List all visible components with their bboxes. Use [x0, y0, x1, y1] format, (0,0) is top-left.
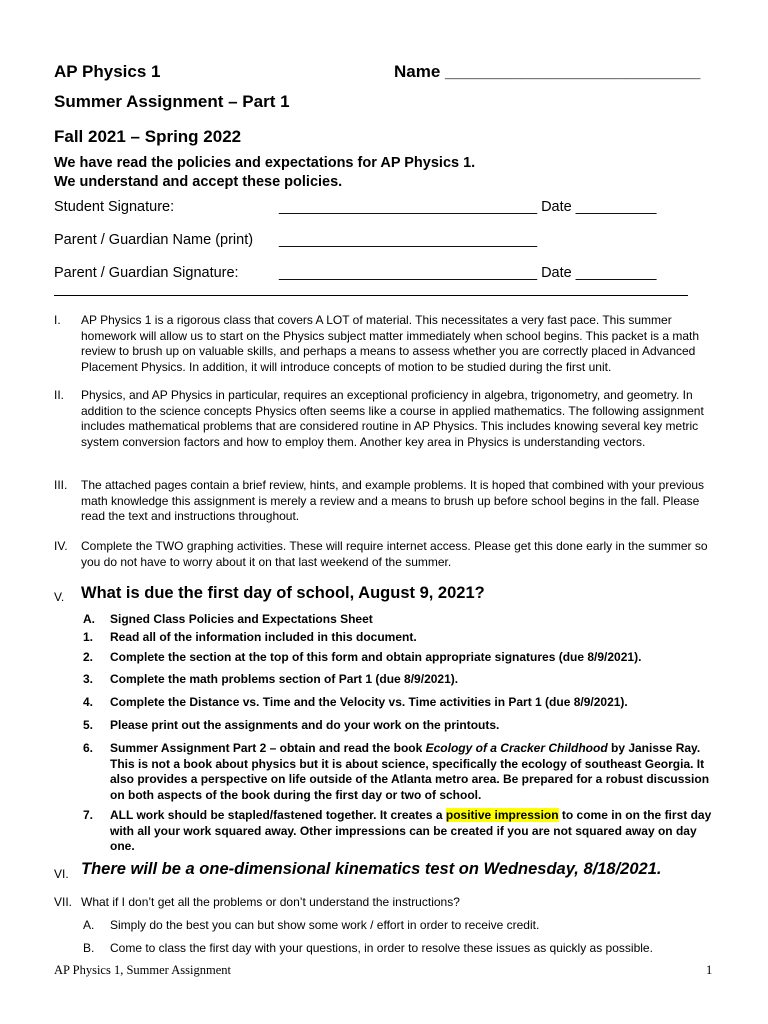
course-title: AP Physics 1: [54, 62, 161, 81]
section-6-number: VI.: [54, 867, 69, 881]
agreement-line-1: We have read the policies and expectations for AP Physics 1.: [54, 155, 476, 171]
due-item-a: [83, 612, 713, 628]
divider: [54, 295, 688, 296]
parent-name-line: ________________________________: [279, 232, 538, 248]
item-text: Complete the Distance vs. Time and the Velocity vs. Time activities in Part 1 (due 8/9/2021).: [110, 695, 628, 709]
item-number: 5.: [83, 718, 94, 732]
book-title: Ecology of a Cracker Childhood: [425, 741, 608, 755]
item-text: Please print out the assignments and do your work on the printouts.: [110, 718, 500, 732]
item-text: Signed Class Policies and Expectations Sheet: [110, 612, 373, 626]
due-item-7: [83, 808, 713, 855]
section-2: [54, 388, 714, 466]
due-item-4: [83, 695, 713, 711]
item-number: 4.: [83, 695, 94, 709]
highlighted-phrase: positive impression: [445, 808, 559, 822]
item-number: 3.: [83, 672, 94, 686]
item-number: A.: [83, 918, 95, 932]
item-number: 6.: [83, 741, 94, 755]
parent-signature-line: ________________________________ Date __________: [279, 265, 657, 281]
due-item-1: [83, 630, 713, 646]
help-item-a: [83, 918, 713, 934]
student-signature-line: ________________________________ Date __________: [279, 199, 657, 215]
section-4: [54, 539, 714, 570]
section-5-number: V.: [54, 590, 65, 604]
footer-title: AP Physics 1, Summer Assignment: [54, 963, 231, 977]
item-text: Complete the math problems section of Part 1 (due 8/9/2021).: [110, 672, 459, 686]
section-1: [54, 313, 714, 375]
item-text-pre: Summer Assignment Part 2 – obtain and read the book: [110, 741, 426, 755]
item-number: 1.: [83, 630, 94, 644]
term-label: Fall 2021 – Spring 2022: [54, 127, 242, 146]
item-number: 2.: [83, 650, 94, 664]
section-number: VII.: [54, 895, 73, 909]
due-item-2: [83, 650, 713, 666]
due-item-5: [83, 718, 713, 734]
item-text: Come to class the first day with your questions, in order to resolve these issues as quickly as possible.: [110, 941, 653, 955]
item-text: [110, 808, 713, 855]
section-5-heading: What is due the first day of school, August 9, 2021?: [81, 584, 485, 602]
parent-name-label: Parent / Guardian Name (print): [54, 232, 254, 248]
section-text: Complete the TWO graphing activities. These will require internet access. Please get this done early in the summer so you do not have to worry about it on that last weekend of the summer.: [81, 539, 708, 569]
section-6-heading: There will be a one-dimensional kinematics test on Wednesday, 8/18/2021.: [81, 860, 662, 878]
section-text: AP Physics 1 is a rigorous class that covers A LOT of material. This necessitates a very fast pace. This summer homework will allow us to start on the Physics subject matter immediately when school begins. This packet is a math review to brush up on valuable skills, and perhaps a means to assess whether you are correctly placed in Advanced Placement Physics. In addition, it will introduce concepts of motion to be studied during the first unit.: [81, 313, 700, 374]
item-text-pre: ALL work should be stapled/fastened together. It creates a: [110, 808, 446, 822]
name-field: Name ___________________________: [394, 62, 701, 81]
agreement-line-2: We understand and accept these policies.: [54, 174, 343, 190]
page-number: 1: [706, 963, 713, 977]
section-text: What if I don’t get all the problems or don’t understand the instructions?: [81, 895, 460, 909]
due-item-6: [83, 741, 713, 803]
item-number: B.: [83, 941, 95, 955]
assignment-subtitle: Summer Assignment – Part 1: [54, 92, 290, 111]
section-text: Physics, and AP Physics in particular, requires an exceptional proficiency in algebra, trigonometry, and geometry. In addition to the science concepts Physics often seems like a course in applied mathematics. The following assignment includes mathematical problems that are considered routine in AP Physics. This includes knowing several key metric system conversion factors and how to employ them. Another key area in Physics is understanding vectors.: [81, 388, 704, 449]
section-7: [54, 895, 714, 911]
item-number: A.: [83, 612, 95, 626]
section-text: The attached pages contain a brief review, hints, and example problems. It is hoped that combined with your previous math knowledge this assignment is merely a review and a means to brush up before school begins in the fall. Please read the text and instructions throughout.: [81, 478, 705, 523]
item-number: 7.: [83, 808, 94, 822]
item-text: Simply do the best you can but show some work / effort in order to receive credit.: [110, 918, 540, 932]
item-text-post: by Janisse Ray. This is not a book about physics but it is about science, specifically the ecology of southeast Georgia. It also provides a perspective on life outside of the Atlanta metro area. Be prepared for a robust discussion on both aspects of the book during the first day or two of school.: [110, 741, 710, 802]
due-item-3: [83, 672, 713, 688]
item-text: Read all of the information included in this document.: [110, 630, 417, 644]
section-number: I.: [54, 313, 61, 327]
item-text: [110, 741, 713, 803]
section-number: III.: [54, 478, 68, 492]
help-item-b: [83, 941, 713, 957]
section-number: II.: [54, 388, 65, 402]
section-3: [54, 478, 714, 525]
student-signature-label: Student Signature:: [54, 199, 175, 215]
item-text: Complete the section at the top of this form and obtain appropriate signatures (due 8/9/2021).: [110, 650, 642, 664]
section-number: IV.: [54, 539, 68, 553]
parent-signature-label: Parent / Guardian Signature:: [54, 265, 239, 281]
item-text-post: to come in on the first day with all your work squared away. Other impressions can be created if you are not squared away on day one.: [110, 808, 712, 853]
